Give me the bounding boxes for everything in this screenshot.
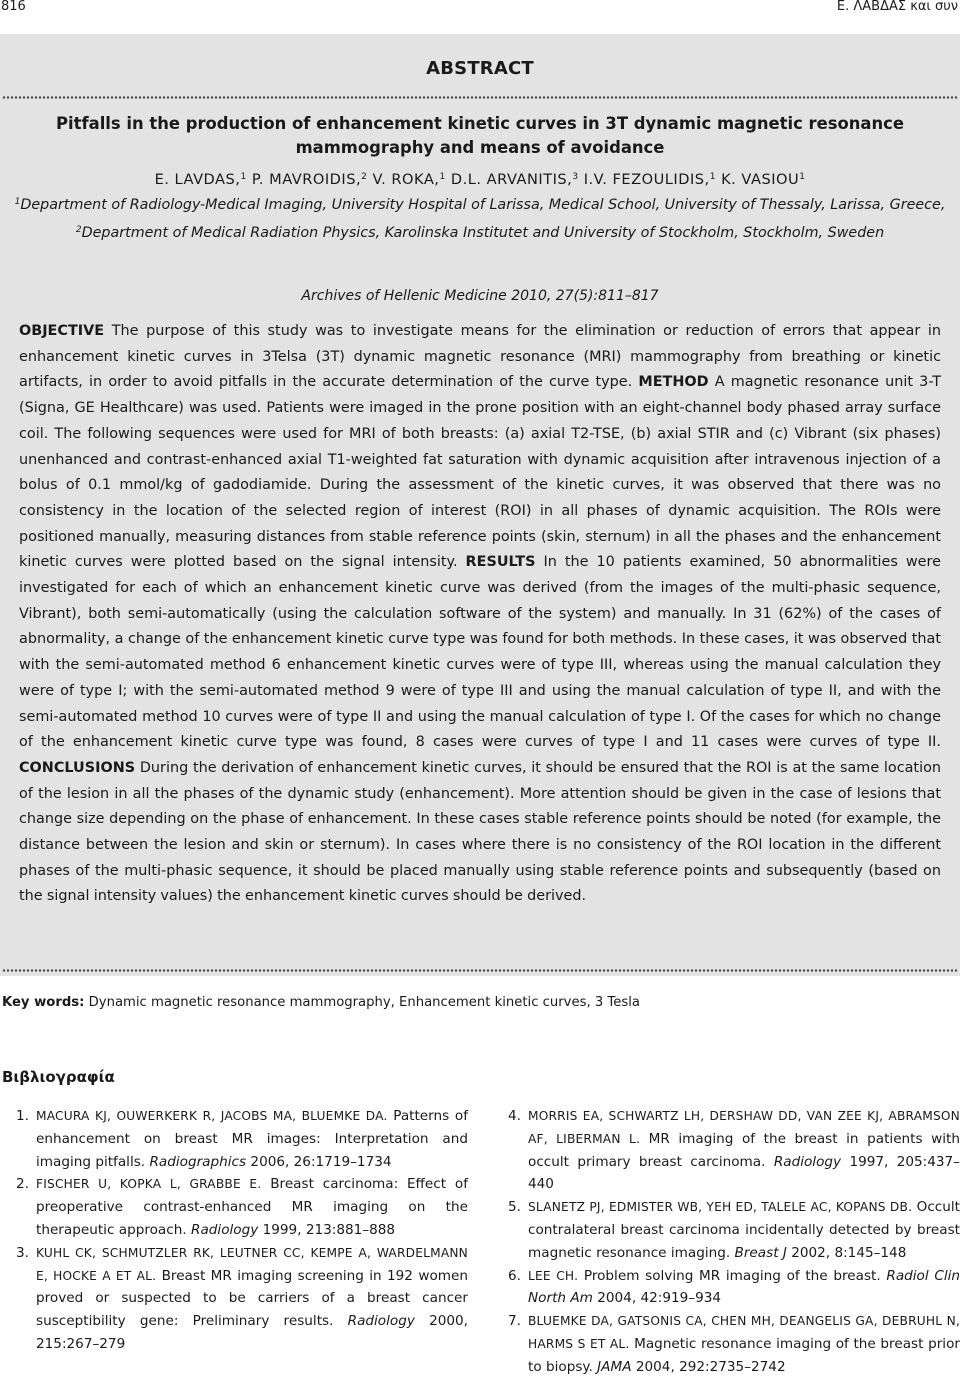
reference-item [16,1173,468,1241]
reference-journal: Radiology [347,1313,415,1330]
author-list [0,169,960,191]
results-text: In the 10 patients examined, 50 abnormalities were investigated for each of which an enhancement kinetic curve was derived (from the images of the multi-phasic sequence, Vibrant), both semi-automatically (using the calculation software of the system) and manually. In 31 (62%) of the cases of abnormality, a change of the enhancement kinetic curve type was found for both methods. In these cases, it was observed that with the semi-automated method 6 enhancement kinetic curves were of type III, whereas using the manual calculation they were of type I; with the semi-automated method 9 were of type III and using the manual calculation of type II, and with the semi-automated method 10 curves were of type II and using the manual calculation of type I. Of the cases for which no change of the enhancement kinetic curve type was found, 8 cases were curves of type I and 11 cases were curves of type II. [19,554,941,751]
reference-list-left [16,1105,468,1356]
author: I.V. FEZOULIDIS, [583,171,710,188]
author: V. ROKA, [372,171,440,188]
reference-details: 1997, 205:437–440 [528,1153,960,1193]
reference-list-right [508,1105,960,1379]
results-label: RESULTS [465,554,536,571]
reference-details: 2004, 42:919–934 [597,1290,722,1307]
paper-title: Pitfalls in the production of enhancement kinetic curves in 3T dynamic magnetic resonance mammography and means of avoidance [56,114,904,157]
keywords-label: Key words: [2,995,85,1010]
reference-journal: Radiol Clin North Am [528,1267,960,1307]
reference-title: Problem solving MR imaging of the breast. [583,1267,881,1284]
reference-authors: LEE CH. [528,1268,579,1283]
reference-journal: Radiology [191,1221,259,1238]
reference-number: 3. [16,1244,29,1261]
dotted-divider-bottom [2,969,958,972]
reference-authors: FISCHER U, KOPKA L, GRABBE E. [36,1177,262,1192]
reference-number: 2. [16,1176,29,1193]
affiliation-sup: 1 [14,197,21,207]
author-sup: 1 [439,172,446,182]
reference-details: 2002, 8:145–148 [791,1244,907,1261]
reference-authors: MACURA KJ, OUWERKERK R, JACOBS MA, BLUEMKE DA. [36,1109,388,1123]
dotted-divider-top [2,96,958,99]
reference-journal: Breast J [734,1244,787,1261]
reference-number: 7. [508,1313,521,1330]
author-sup: 1 [709,172,716,182]
keywords-text: Dynamic magnetic resonance mammography, Enhancement kinetic curves, 3 Tesla [88,995,640,1010]
author: E. LAVDAS, [154,171,241,188]
running-authors: Ε. ΛΑΒΔΑΣ και συν [836,0,958,14]
reference-number: 5. [508,1199,521,1216]
reference-item [508,1105,960,1196]
reference-journal: JAMA [597,1358,632,1375]
reference-number: 4. [508,1108,521,1124]
running-header [0,0,960,14]
reference-item [16,1105,468,1173]
reference-title: Occult contralateral breast carcinoma incidentally detected by breast magnetic resonance imaging. [528,1199,960,1261]
reference-item [16,1242,468,1356]
reference-title: MR imaging of the breast in patients with occult primary breast carcinoma. [528,1130,960,1170]
method-text: A magnetic resonance unit 3-T (Signa, GE Healthcare) was used. Patients were imaged in the prone position with an eight-channel body phased array surface coil. The following sequences were used for MRI of both breasts: (a) axial T2-TSE, (b) axial STIR and (c) Vibrant (six phases) unenhanced and contrast-enhanced axial T1-weighted fat saturation with dynamic acquisition after intravenous injection of a bolus of 0.1 mmol/kg of gadodiamide. During the assessment of the kinetic curves, it was observed that there was no consistency in the location of the selected region of interest (ROI) in all phases of dynamic acquisition. The ROIs were positioned manually, measuring distances from stable reference points (skin, sternum) in all the phases and the enhancement kinetic curves were plotted based on the signal intensity. [19,374,941,571]
reference-title: Breast MR imaging screening in 192 women proved or suspected to be carriers of a breast cancer susceptibility gene: Preliminary results. [36,1267,468,1330]
author-sup: 2 [361,172,368,182]
affiliation-sup: 2 [75,225,82,235]
reference-number: 6. [508,1267,521,1284]
reference-details: 2006, 26:1719–1734 [250,1153,392,1170]
reference-details: 2000, 215:267–279 [36,1313,468,1352]
conclusions-label: CONCLUSIONS [19,759,136,776]
keywords [2,993,942,1013]
affiliation-2: Department of Medical Radiation Physics, Karolinska Institutet and University of Stockholm, Stockholm, Sweden [81,225,885,241]
method-label: METHOD [638,374,709,391]
reference-details: 2004, 292:2735–2742 [635,1358,786,1375]
objective-text: The purpose of this study was to investigate means for the elimination or reduction of errors that appear in enhancement kinetic curves in 3Telsa (3T) dynamic magnetic resonance (MRI) mammography from breathing or kinetic artifacts, in order to avoid pitfalls in the accurate determination of the curve type. [19,323,941,391]
abstract-body [19,319,941,910]
reference-authors: KUHL CK, SCHMUTZLER RK, LEUTNER CC, KEMPE A, WARDELMANN E, HOCKE A ET AL. [36,1245,468,1283]
reference-authors: SLANETZ PJ, EDMISTER WB, YEH ED, TALELE AC, KOPANS DB. [528,1200,913,1215]
affiliation-1: Department of Radiology-Medical Imaging, University Hospital of Larissa, Medical School, University of Thessaly, Larissa, Greece, [20,197,946,213]
reference-details: 1999, 213:881–888 [262,1221,396,1238]
reference-title: Magnetic resonance imaging of the breast prior to biopsy. [528,1335,960,1375]
journal-citation: Archives of Hellenic Medicine 2010, 27(5):811–817 [301,288,659,304]
reference-authors: MORRIS EA, SCHWARTZ LH, DERSHAW DD, VAN ZEE KJ, ABRAMSON AF, LIBERMAN L. [528,1109,960,1146]
author-sup: 3 [572,172,579,182]
reference-number: 1. [16,1108,29,1124]
author-sup: 1 [799,172,806,182]
author-sup: 1 [240,172,247,182]
reference-title: Patterns of enhancement on breast MR images: Interpretation and imaging pitfalls. [36,1108,468,1170]
bibliography-heading: Βιβλιογραφία [2,1068,115,1086]
author: P. MAVROIDIS, [251,171,362,188]
reference-item [508,1310,960,1378]
author: K. VASIOU [721,171,800,188]
reference-item [508,1196,960,1264]
conclusions-text: During the derivation of enhancement kinetic curves, it should be ensured that the ROI is at the same location of the lesion in all the phases of the dynamic study (enhancement). More attention should be given in the case of lesions that change size depending on the phase of enhancement. In these cases stable reference points should be noted (for example, the distance between the lesion and skin or sternum). In cases where there is no consistency of the ROI location in the different phases of the multi-phasic sequence, it should be placed manually using stable reference points and subsequently (based on the signal intensity values) the enhancement kinetic curves should be derived. [19,759,941,905]
reference-authors: BLUEMKE DA, GATSONIS CA, CHEN MH, DEANGELIS GA, DEBRUHL N, HARMS S ET AL. [528,1314,960,1351]
abstract-heading: ABSTRACT [426,58,534,79]
reference-title: Breast carcinoma: Effect of preoperative contrast-enhanced MR imaging on the therapeutic approach. [36,1176,468,1238]
page-number: 816 [1,0,26,14]
objective-label: OBJECTIVE [19,323,105,339]
reference-item [508,1265,960,1311]
author: D.L. ARVANITIS, [450,171,573,188]
reference-journal: Radiographics [149,1153,247,1170]
reference-journal: Radiology [773,1153,842,1170]
affiliations [0,191,960,247]
